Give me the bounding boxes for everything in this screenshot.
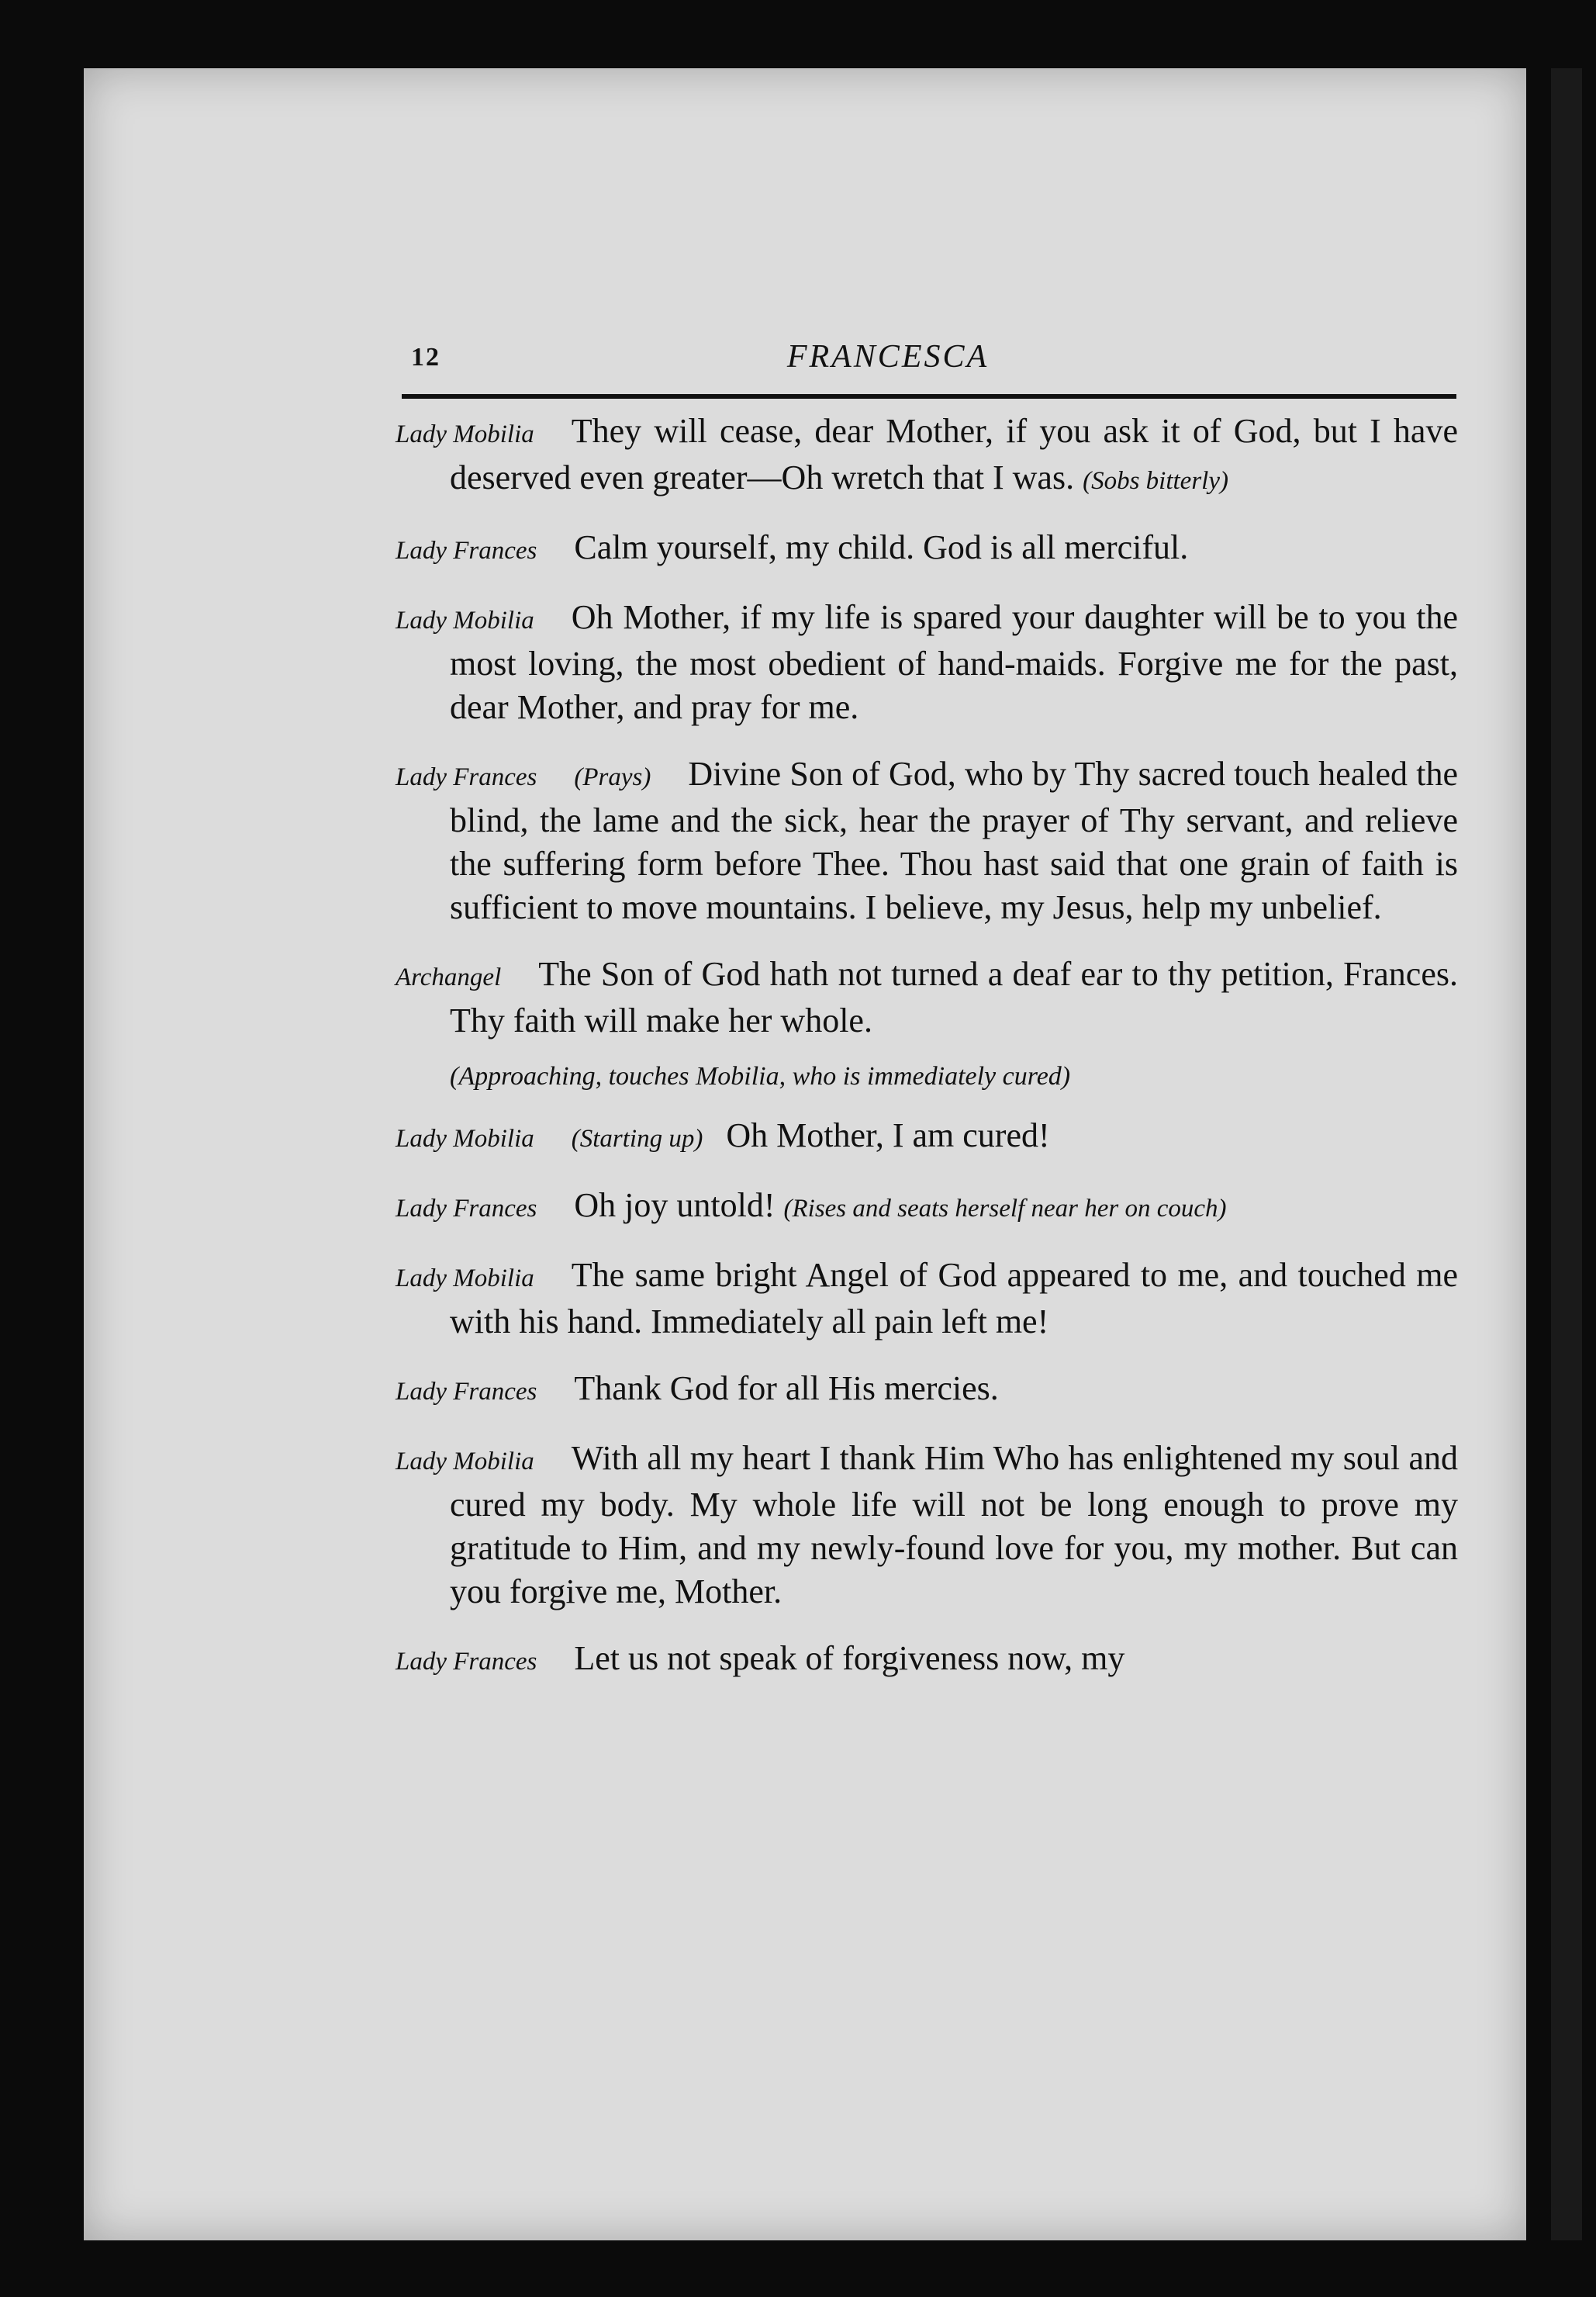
page-edge-shadow — [1551, 68, 1582, 2240]
page-content — [318, 326, 1458, 1707]
speaker-name: Lady Frances — [396, 1378, 537, 1406]
speech — [318, 1367, 1458, 1413]
speech-text: Let us not speak of forgiveness now, my — [574, 1639, 1125, 1677]
stage-direction: (Sobs bitterly) — [1083, 467, 1228, 495]
speech — [318, 1184, 1458, 1230]
page-number: 12 — [411, 343, 440, 372]
speaker-name: Archangel — [396, 963, 502, 991]
speech-text: Calm yourself, my child. God is all merciful. — [574, 528, 1189, 566]
speech-text: Thank God for all His mercies. — [574, 1369, 999, 1407]
speaker-name: Lady Frances — [396, 763, 537, 791]
speech — [318, 953, 1458, 1043]
speech-text: Oh Mother, I am cured! — [726, 1116, 1050, 1154]
speech — [318, 1637, 1458, 1683]
stage-direction: (Starting up) — [571, 1125, 703, 1153]
speaker-name: Lady Mobilia — [396, 1264, 534, 1292]
page-header — [318, 326, 1458, 380]
speaker-name: Lady Mobilia — [396, 420, 534, 448]
speech — [318, 410, 1458, 503]
speech — [318, 752, 1458, 929]
speech-text: The Son of God hath not turned a deaf ear to thy petition, Frances. Thy faith will make her whole. — [450, 955, 1458, 1040]
speech-text: With all my heart I thank Him Who has enlightened my soul and cured my body. My whole life will not be long enough to prove my gratitude to Him, and my newly-found love for you, my mother. But can you forgive me, Mother. — [450, 1439, 1458, 1610]
speech-text: Divine Son of God, who by Thy sacred touch healed the blind, the lame and the sick, hear the prayer of Thy servant, and relieve the suffering form before Thee. Thou hast said that one grain of faith is sufficient to move mountains. I believe, my Jesus, help my unbelief. — [450, 755, 1458, 926]
stage-direction: (Prays) — [574, 763, 651, 791]
speech — [318, 1254, 1458, 1344]
speaker-name: Lady Mobilia — [396, 1125, 534, 1153]
stage-direction-line: (Approaching, touches Mobilia, who is immediately cured) — [450, 1062, 1071, 1091]
speaker-name: Lady Frances — [396, 1648, 537, 1676]
speaker-name: Lady Mobilia — [396, 607, 534, 635]
speech-text: Oh Mother, if my life is spared your daughter will be to you the most loving, the most obedient of hand-maids. Forgive me for the past, dear Mother, and pray for me. — [450, 598, 1458, 726]
speech — [318, 526, 1458, 573]
speech-text: The same bright Angel of God appeared to me, and touched me with his hand. Immediately all pain left me! — [450, 1256, 1458, 1340]
speech — [318, 1114, 1458, 1161]
header-rule — [402, 394, 1456, 399]
speech-text: Oh joy untold! — [574, 1186, 776, 1224]
speaker-name: Lady Mobilia — [396, 1448, 534, 1475]
speaker-name: Lady Frances — [396, 537, 537, 565]
speaker-name: Lady Frances — [396, 1195, 537, 1223]
speech-text: They will cease, dear Mother, if you ask it of God, but I have deserved even greater—Oh wretch that I was. — [450, 412, 1458, 496]
running-title: FRANCESCA — [786, 339, 990, 375]
stage-direction: (Rises and seats herself near her on couch) — [783, 1195, 1227, 1223]
speech — [318, 596, 1458, 729]
speech — [318, 1437, 1458, 1614]
